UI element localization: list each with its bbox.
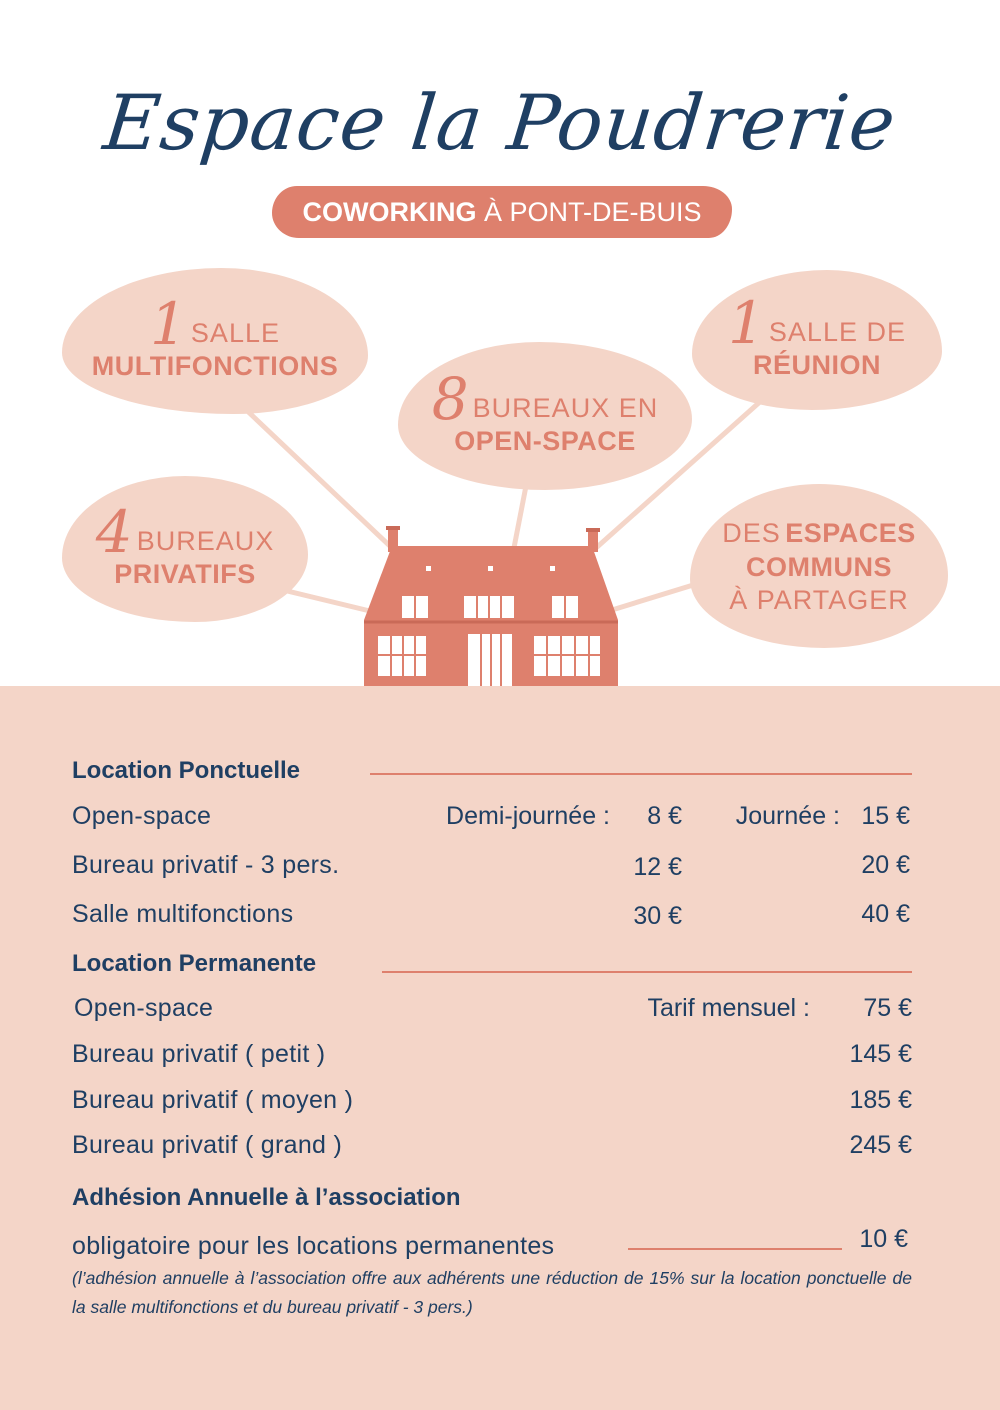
- section-rule: [370, 773, 912, 775]
- subtitle-rest: À PONT-DE-BUIS: [483, 197, 702, 227]
- feature-number: 1: [150, 290, 187, 358]
- row-label: Salle multifonctions: [72, 900, 294, 928]
- feature-bubble-salle-reunion: [692, 270, 942, 410]
- adhesion-rule: [628, 1248, 842, 1250]
- row-label: Open-space: [74, 994, 214, 1022]
- adhesion-label: obligatoire pour les locations permanentes: [72, 1232, 555, 1260]
- adhesion-price: 10 €: [859, 1225, 908, 1253]
- feature-light-text: BUREAUX: [136, 526, 275, 556]
- adhesion-note: (l’adhésion annuelle à l’association offre aux adhérents une réduction de 15% sur la location ponctuelle de la salle multifonctions et du bureau privatif - 3 pers.): [72, 1268, 912, 1317]
- price-half-day: 30 €: [633, 902, 682, 930]
- subtitle-bold: COWORKING: [302, 197, 477, 227]
- price-half-day: 8 €: [647, 802, 682, 830]
- feature-bold-text: PRIVATIFS: [114, 559, 256, 589]
- row-label: Bureau privatif ( petit ): [72, 1040, 326, 1068]
- feature-bold-text: RÉUNION: [752, 350, 881, 380]
- feature-light-text: SALLE DE: [768, 317, 906, 347]
- price-monthly: 245 €: [849, 1131, 912, 1159]
- price-half-day: 12 €: [633, 853, 682, 881]
- feature-bubble-open-space: [398, 342, 692, 490]
- row-label: Bureau privatif - 3 pers.: [72, 851, 340, 879]
- price-day: 20 €: [861, 851, 910, 879]
- row-label: Bureau privatif ( grand ): [72, 1131, 343, 1159]
- feature-bold-text: OPEN-SPACE: [454, 426, 636, 456]
- section-title-permanente: Location Permanente: [72, 950, 317, 977]
- section-title-adhesion: Adhésion Annuelle à l’association: [72, 1184, 461, 1211]
- price-monthly: 145 €: [849, 1040, 912, 1068]
- feature-number: 4: [95, 498, 133, 566]
- price-day: 15 €: [861, 802, 910, 830]
- feature-bold-text: COMMUNS: [746, 552, 892, 582]
- feature-bold-text: ESPACES: [785, 518, 916, 548]
- feature-pre-text: DES: [722, 518, 781, 548]
- feature-bubble-bureaux-privatifs: [62, 476, 308, 622]
- monthly-label: Tarif mensuel :: [647, 994, 810, 1022]
- section-title-ponctuelle: Location Ponctuelle: [72, 757, 301, 784]
- feature-light-text: BUREAUX EN: [472, 393, 659, 423]
- feature-light-text: SALLE: [190, 318, 280, 348]
- half-day-label: Demi-journée :: [446, 802, 610, 830]
- price-monthly: 185 €: [849, 1086, 912, 1114]
- section-rule: [382, 971, 912, 973]
- price-day: 40 €: [861, 900, 910, 928]
- row-label: Open-space: [72, 802, 212, 830]
- feature-number: 8: [431, 365, 469, 433]
- day-label: Journée :: [735, 802, 840, 830]
- price-monthly: 75 €: [863, 994, 912, 1022]
- page-title: Espace la Poudrerie: [99, 78, 901, 167]
- feature-light-text: À PARTAGER: [729, 585, 909, 615]
- feature-number: 1: [728, 289, 765, 357]
- row-label: Bureau privatif ( moyen ): [72, 1086, 354, 1114]
- feature-bold-text: MULTIFONCTIONS: [91, 351, 339, 381]
- house-illustration: [356, 526, 624, 688]
